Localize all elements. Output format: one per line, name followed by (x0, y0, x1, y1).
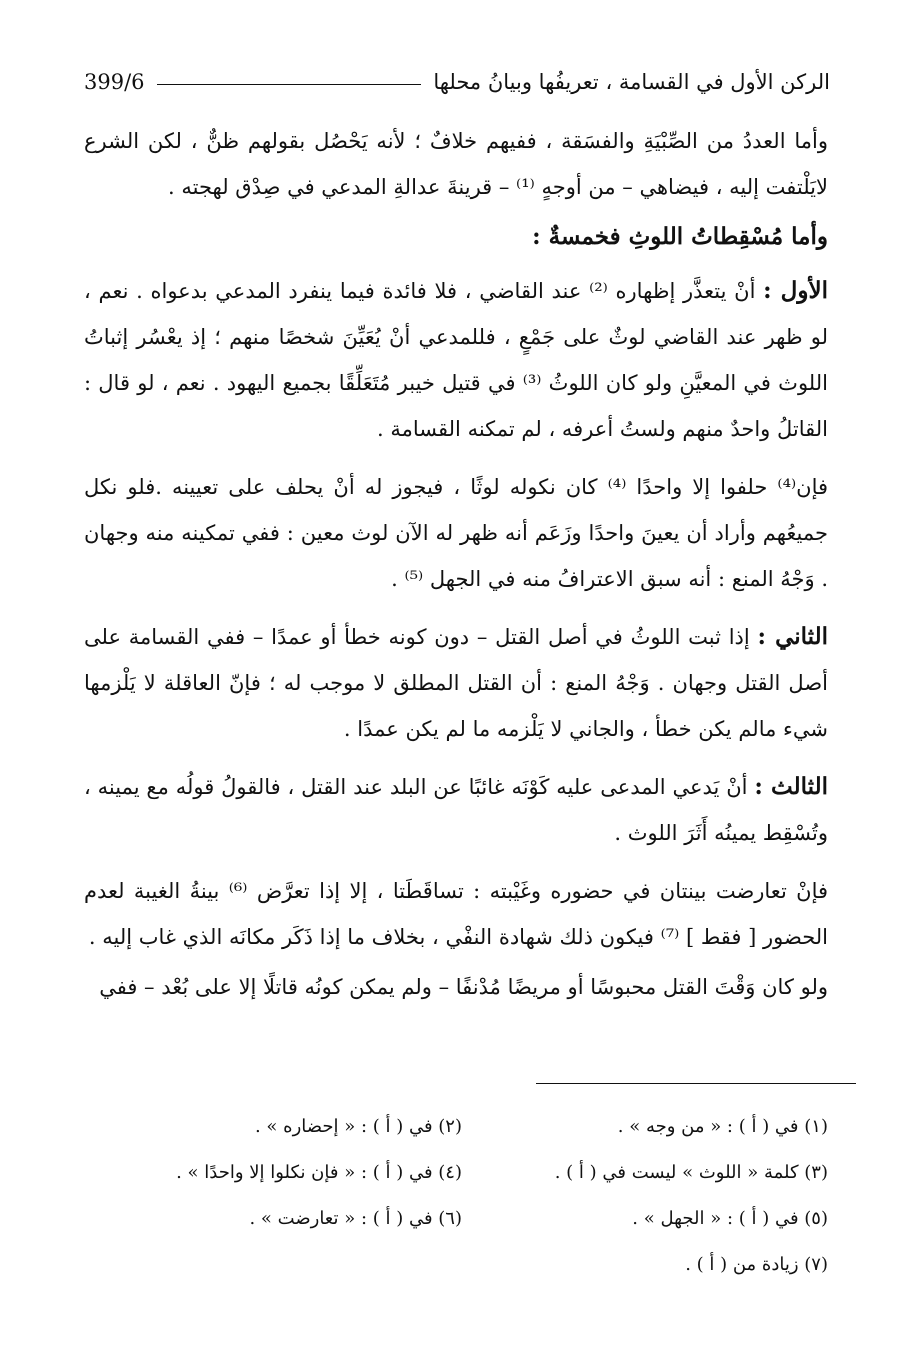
paragraph-6: فإنْ تعارضت بينتان في حضوره وغَيْبته : تساقَطَتا ، إلا إذا تعرَّض ⁽⁶⁾ بينةُ الغيبة لعدم الحضور [ فقط ] ⁽⁷⁾ فيكون ذلك شهادة النفْي ، بخلاف ما إذا ذَكَر مكانَه الذي غاب إليه . (84, 879, 829, 949)
footnote-row (96, 1150, 828, 1196)
footnote-7: (٧) زيادة من ( أ ) . (685, 1254, 828, 1275)
running-title: الركن الأول في القسامة ، تعريفُها وبيانُ محلها (433, 70, 830, 94)
footnote-6: (٦) في ( أ ) : « تعارضت » . (249, 1208, 462, 1229)
footnotes (96, 1104, 828, 1288)
footnote-4: (٤) في ( أ ) : « فإن نكلوا إلا واحدًا » . (176, 1162, 462, 1183)
footnote-row (96, 1104, 828, 1150)
footnote-row (96, 1196, 828, 1242)
footnote-5: (٥) في ( أ ) : « الجهل » . (632, 1208, 828, 1229)
page-number: 399/6 (84, 70, 145, 94)
footnote-3: (٣) كلمة « اللوث » ليست في ( أ ) . (554, 1162, 828, 1183)
running-header (84, 58, 830, 94)
paragraph-lead-first: الأول : (763, 277, 828, 304)
paragraph-1: وأما العددُ من الصِّبْيَةِ والفسَقة ، ففيهم خلافٌ ؛ لأنه يَحْصُل بقولهم ظنٌّ ، لكن الشرع لايَلْتفت إليه ، فيضاهي – من أوجهٍ ⁽¹⁾ – قرينةَ عدالةِ المدعي في صِدْق لهجته . (84, 129, 828, 199)
paragraph-first-condition (84, 268, 828, 452)
main-text (84, 118, 828, 1014)
footnote-row (96, 1242, 828, 1288)
footnote-separator (536, 1083, 856, 1084)
footnote-2: (٢) في ( أ ) : « إحضاره » . (254, 1116, 462, 1137)
paragraph-second-condition (84, 614, 828, 752)
footnote-1: (١) في ( أ ) : « من وجه » . (617, 1116, 828, 1137)
paragraph-text-first: أنْ يتعذَّر إظهاره ⁽²⁾ عند القاضي ، فلا فائدة فيما ينفرد المدعي بدعواه . نعم ، لو ظهر عند القاضي لوثٌ على جَمْعٍ ، فللمدعي أنْ يُعَيِّنَ شخصًا منهم ؛ إذ يعْسُر إثباتُ اللوث في المعيَّنِ ولو كان اللوثُ ⁽³⁾ في قتيل خيبر مُتَعَلِّقًا بجميع اليهود . نعم ، لو قال : القاتلُ واحدٌ منهم ولستُ أعرفه ، لم تمكنه القسامة . (84, 279, 828, 441)
section-heading: وأما مُسْقِطاتُ اللوثِ فخمسةٌ : (532, 223, 828, 250)
paragraph-text-second: إذا ثبت اللوثُ في أصل القتل – دون كونه خطأ أو عمدًا – ففي القسامة على أصل القتل وجهان . وَجْهُ المنع : أن القتل المطلق لا موجب له ؛ فإنّ العاقلة لا يَلْزمها شيء مالم يكن خطأ ، والجاني لا يَلْزمه ما لم يكن عمدًا . (84, 625, 828, 741)
paragraph-third-condition (84, 764, 828, 856)
header-rule (157, 84, 422, 85)
paragraph-text-third: أنْ يَدعي المدعى عليه كَوْنَه غائبًا عن البلد عند القتل ، فالقولُ قولُه مع يمينه ، وتُسْقِط يمينُه أَثَرَ اللوث . (84, 775, 828, 845)
paragraph-7: ولو كان وَقْتَ القتل محبوسًا أو مريضًا مُدْنفًا – ولم يمكن كونُه قاتلًا إلا على بُعْد – ففي (99, 975, 828, 999)
paragraph-lead-second: الثاني : (757, 623, 828, 650)
paragraph-lead-third: الثالث : (754, 773, 828, 800)
paragraph-3: فإن⁽⁴⁾ حلفوا إلا واحدًا ⁽⁴⁾ كان نكوله لوثًا ، فيجوز له أنْ يحلف على تعيينه .فلو نكل جميعُهم وأراد أن يعينَ واحدًا وزَعَم أنه ظهر له الآن لوث معين : ففي تمكينه منه وجهان . وَجْهُ المنع : أنه سبق الاعترافُ منه في الجهل ⁽⁵⁾ . (84, 475, 829, 591)
